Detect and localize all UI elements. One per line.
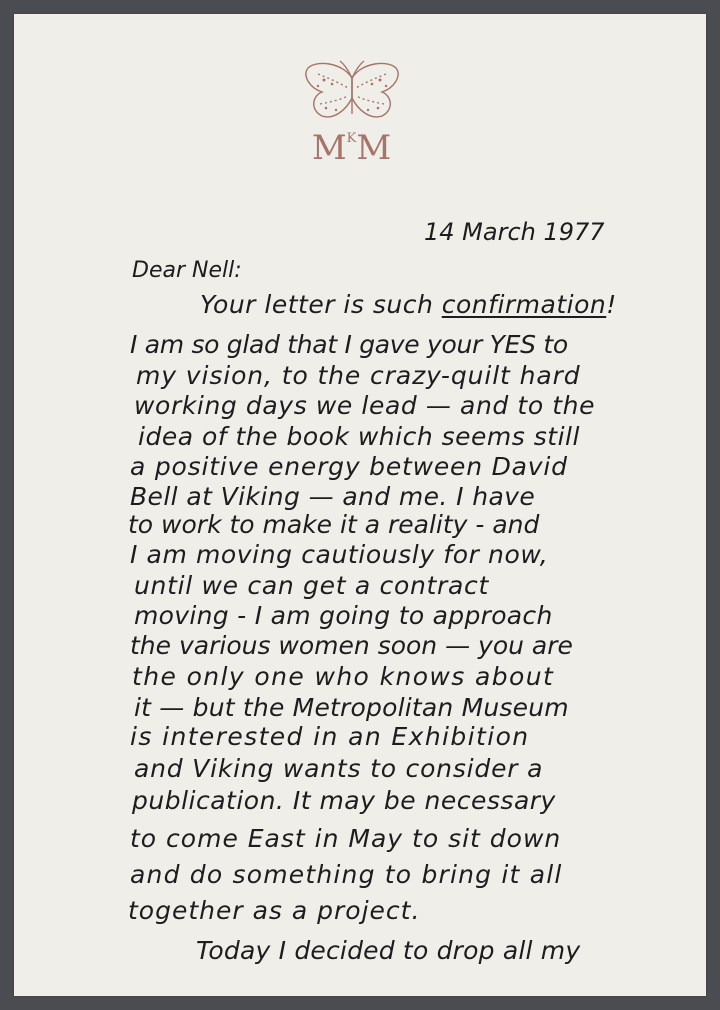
monogram xyxy=(292,128,412,168)
letter-line: Bell at Viking — and me. I have xyxy=(130,482,536,511)
letter-line: the only one who knows about xyxy=(132,662,555,691)
monogram-right: M xyxy=(356,128,393,168)
letter-line: moving - I am going to approach xyxy=(134,601,553,630)
monogram-left: M xyxy=(311,128,348,168)
letter-line: together as a project. xyxy=(128,896,421,925)
butterfly-icon xyxy=(292,58,412,128)
monogram-small: K xyxy=(346,131,358,146)
letter-line: to come East in May to sit down xyxy=(130,824,562,853)
letter-line: working days we lead — and to the xyxy=(134,391,596,420)
letter-page xyxy=(14,14,706,996)
letter-line: to work to make it a reality - and xyxy=(128,510,540,539)
letter-line: it — but the Metropolitan Museum xyxy=(134,693,569,722)
letter-line-emphasis: confirmation xyxy=(441,290,607,319)
letter-date: 14 March 1977 xyxy=(424,218,605,246)
letter-line-text: Your letter is such xyxy=(200,290,434,319)
letter-line: publication. It may be necessary xyxy=(132,786,556,815)
letter-line: until we can get a contract xyxy=(134,571,489,600)
letterhead xyxy=(292,58,412,178)
letter-line: and do something to bring it all xyxy=(130,860,563,889)
letter-line: idea of the book which seems still xyxy=(138,422,580,451)
letter-line: I am moving cautiously for now, xyxy=(130,540,549,569)
letter-line: the various women soon — you are xyxy=(130,631,573,660)
letter-line: Today I decided to drop all my xyxy=(196,936,581,965)
letter-line xyxy=(200,290,617,319)
letter-line: is interested in an Exhibition xyxy=(130,722,530,751)
letter-line: and Viking wants to consider a xyxy=(134,754,544,783)
letter-line: my vision, to the crazy-quilt hard xyxy=(136,361,581,390)
letter-line-text: ! xyxy=(606,290,617,319)
letter-line: a positive energy between David xyxy=(130,452,568,481)
letter-line: I am so glad that I gave your YES to xyxy=(130,330,568,359)
letter-greeting: Dear Nell: xyxy=(132,258,242,283)
